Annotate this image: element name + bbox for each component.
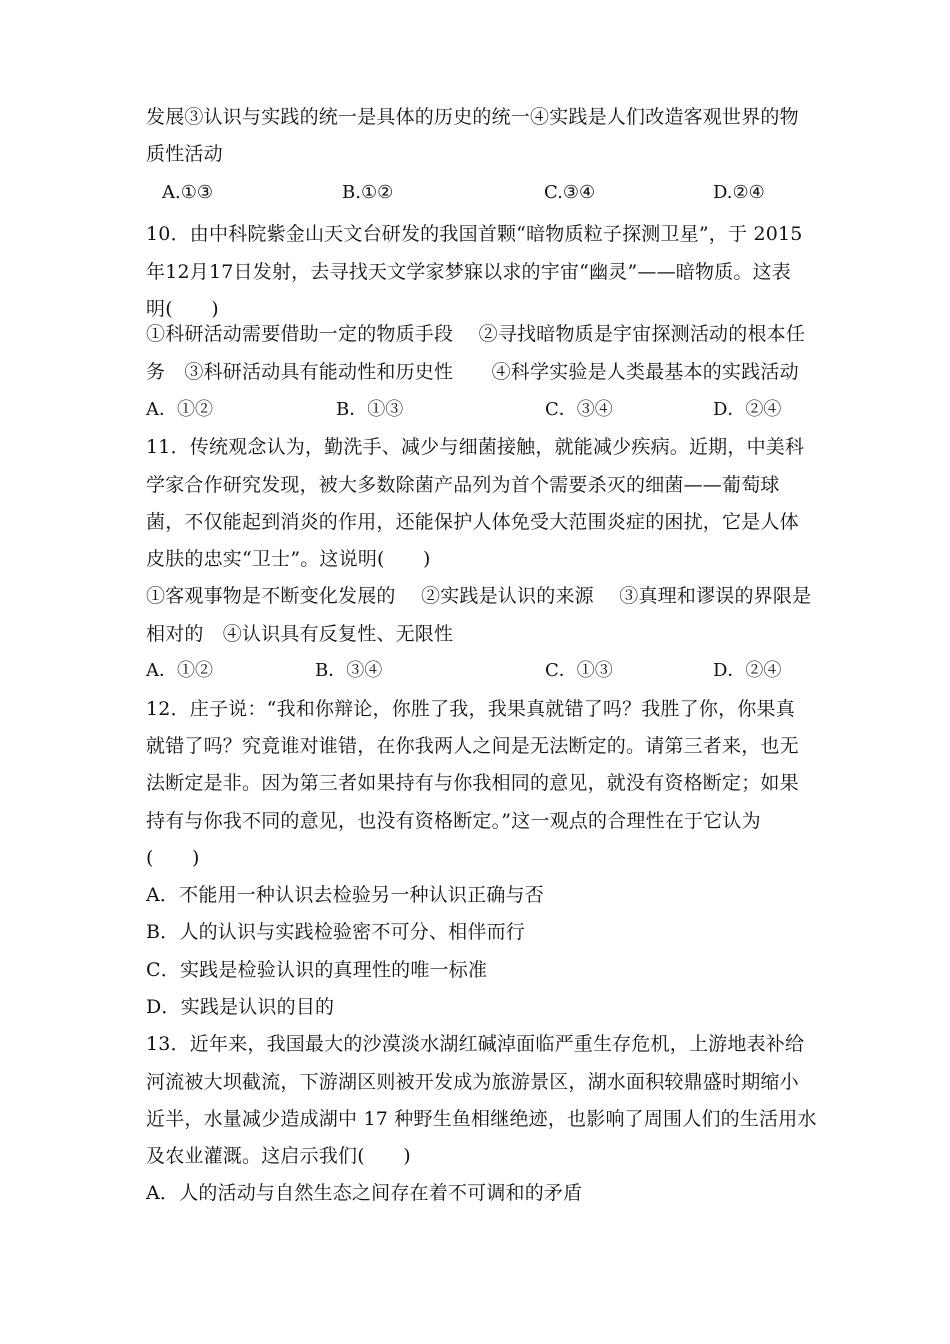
q11-text-line-6: 相对的 ④认识具有反复性、无限性 xyxy=(146,623,454,645)
q11-option-b: B．③④ xyxy=(315,660,383,681)
q12-option-d: D．实践是认识的目的 xyxy=(146,996,335,1018)
q12-text-line-3: 法断定是非。因为第三者如果持有与你我相同的意见，就没有资格断定；如果 xyxy=(146,772,799,794)
q10-text-line-2: 年12月17日发射，去寻找天文学家梦寐以求的宇宙“幽灵”——暗物质。这表 xyxy=(146,261,791,283)
q11-text-line-2: 学家合作研究发现，被大多数除菌产品列为首个需要杀灭的细菌——葡萄球 xyxy=(146,474,780,496)
q10-option-b: B．①③ xyxy=(336,399,404,420)
q11-option-d: D．②④ xyxy=(713,660,782,681)
q9-option-c: C.③④ xyxy=(544,182,596,203)
q10-option-d: D．②④ xyxy=(713,399,782,420)
q10-text-line-4: ①科研活动需要借助一定的物质手段 ②寻找暗物质是宇宙探测活动的根本任 xyxy=(146,323,806,345)
q12-option-c: C．实践是检验认识的真理性的唯一标准 xyxy=(146,959,488,981)
q12-text-line-2: 就错了吗？究竟谁对谁错，在你我两人之间是无法断定的。请第三者来，也无 xyxy=(146,735,799,757)
q11-text-line-1: 11．传统观念认为，勤洗手、减少与细菌接触，就能减少疾病。近期，中美科 xyxy=(146,436,805,458)
q12-option-a: A．不能用一种认识去检验另一种认识正确与否 xyxy=(146,884,544,906)
q13-option-a: A．人的活动与自然生态之间存在着不可调和的矛盾 xyxy=(146,1182,583,1204)
q10-option-a: A．①② xyxy=(146,399,213,420)
q11-text-line-5: ①客观事物是不断变化发展的 ②实践是认识的来源 ③真理和谬误的界限是 xyxy=(146,585,812,607)
q11-option-c: C．①③ xyxy=(545,660,613,681)
q10-option-c: C．③④ xyxy=(545,399,613,420)
q11-option-a: A．①② xyxy=(146,660,213,681)
q12-option-b: B．人的认识与实践检验密不可分、相伴而行 xyxy=(146,921,525,943)
q10-text-line-5: 务 ③科研活动具有能动性和历史性 ④科学实验是人类最基本的实践活动 xyxy=(146,361,799,383)
q9-option-a: A.①③ xyxy=(162,182,213,203)
q9-text-line-2: 质性活动 xyxy=(146,143,223,165)
q11-text-line-3: 菌，不仅能起到消炎的作用，还能保护人体免受大范围炎症的困扰，它是人体 xyxy=(146,511,799,533)
q13-text-line-3: 近半，水量减少造成湖中 17 种野生鱼相继绝迹，也影响了周围人们的生活用水 xyxy=(146,1108,817,1130)
q10-text-line-3: 明( ) xyxy=(146,298,219,320)
q9-option-d: D.②④ xyxy=(713,182,765,203)
q12-text-line-1: 12．庄子说：“我和你辩论，你胜了我，我果真就错了吗？我胜了你，你果真 xyxy=(146,698,795,720)
q10-text-line-1: 10．由中科院紫金山天文台研发的我国首颗“暗物质粒子探测卫星”，于 2015 xyxy=(146,223,803,245)
q13-text-line-2: 河流被大坝截流，下游湖区则被开发成为旅游景区，湖水面积较鼎盛时期缩小 xyxy=(146,1071,799,1093)
q13-text-line-4: 及农业灌溉。这启示我们( ) xyxy=(146,1145,411,1167)
q13-text-line-1: 13．近年来，我国最大的沙漠淡水湖红碱淖面临严重生存危机，上游地表补给 xyxy=(146,1033,805,1055)
q11-text-line-4: 皮肤的忠实“卫士”。这说明( ) xyxy=(146,548,431,570)
q9-option-b: B.①② xyxy=(342,182,394,203)
q12-text-line-5: ( ) xyxy=(146,847,200,869)
q9-text-line-1: 发展③认识与实践的统一是具体的历史的统一④实践是人们改造客观世界的物 xyxy=(146,106,799,128)
q12-text-line-4: 持有与你我不同的意见，也没有资格断定。”这一观点的合理性在于它认为 xyxy=(146,810,761,832)
